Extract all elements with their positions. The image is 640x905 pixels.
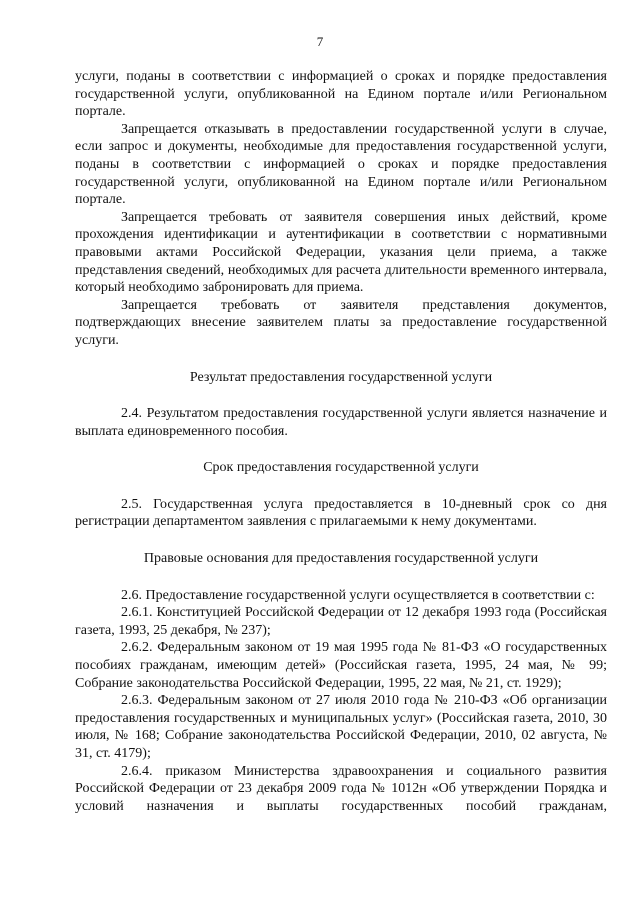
heading-service-term: Срок предоставления государственной услуги [203,460,479,476]
paragraph-actions-prohibition: Запрещается требовать от заявителя совершения иных действий, кроме прохождения идентификации и аутентификации в соответствии с нормативными правовыми актами Российской Федерации, указания цели приема, а также представления сведений, необходимых для расчета длительности временного интервала, который необходимо забронировать для приема. [75,209,607,296]
page-number: 7 [316,34,324,49]
paragraph-2-5: 2.5. Государственная услуга предоставляется в 10-дневный срок со дня регистрации департаментом заявления с прилагаемыми к нему документами. [75,496,607,530]
paragraph-2-6: 2.6. Предоставление государственной услуги осуществляется в соответствии с: [121,587,595,603]
heading-service-result: Результат предоставления государственной услуги [189,369,493,385]
paragraph-2-6-3: 2.6.3. Федеральным законом от 27 июля 2010 года № 210-ФЗ «Об организации предоставления государственных и муниципальных услуг» (Российская газета, 2010, 30 июля, № 168; Собрание законодательства Российской Федерации, 2010, 02 августа, № 31, ст. 4179); [75,693,607,761]
paragraph-2-6-1: 2.6.1. Конституцией Российской Федерации от 12 декабря 1993 года (Российская газета, 1993, 25 декабря, № 237); [75,605,607,638]
document-body [75,68,607,815]
paragraph-refusal-prohibition: Запрещается отказывать в предоставлении государственной услуги в случае, если запрос и документы, необходимые для предоставления государственной услуги, поданы в соответствии с информацией о сроках и порядке предоставления государственной услуги, опубликованной на Едином портале и/или Региональном портале. [75,121,607,208]
heading-legal-grounds: Правовые основания для предоставления государственной услуги [143,551,539,567]
paragraph-2-4: 2.4. Результатом предоставления государственной услуги является назначение и выплата единовременного пособия. [75,406,607,439]
paragraph-continuation: услуги, поданы в соответствии с информацией о сроках и порядке предоставления государственной услуги, опубликованной на Едином портале и/или Региональном портале. [75,69,607,120]
paragraph-2-6-2: 2.6.2. Федеральным законом от 19 мая 1995 года № 81-ФЗ «О государственных пособиях гражданам, имеющим детей» (Российская газета, 1995, 24 мая, № 99; Собрание законодательства Российской Федерации, 1995, 22 мая, № 21, ст. 1929); [75,640,607,691]
paragraph-2-6-4: 2.6.4. приказом Министерства здравоохранения и социального развития Российской Федерации от 23 декабря 2009 года № 1012н «Об утверждении Порядка и условий назначения и выплаты государственных пособий гражданам, [75,763,607,814]
paragraph-payment-prohibition: Запрещается требовать от заявителя представления документов, подтверждающих внесение заявителем платы за предоставление государственной услуги. [75,297,607,348]
